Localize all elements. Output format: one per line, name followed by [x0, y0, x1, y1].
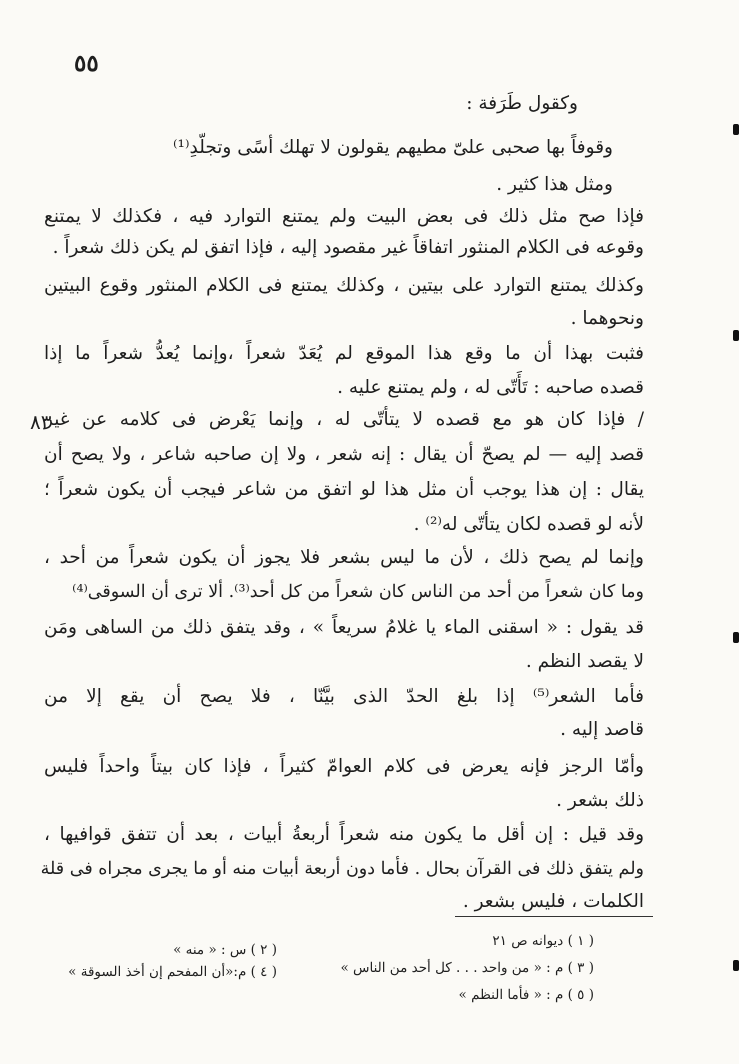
text-line: وقوعه فى الكلام المنثور اتفاقاً غير مقصود إليه ، فإذا اتفق لم يكن ذلك شعراً .	[52, 237, 644, 258]
text-line: يقال : إن هذا يوجب أن مثل هذا لو اتفق من شاعر فيجب أن يكون شعراً ؛	[44, 479, 644, 500]
margin-page-reference: ٨٣	[30, 410, 52, 434]
text-line: فإذا صح مثل ذلك فى بعض البيت ولم يمتنع التوارد فيه ، فكذلك لا يمتنع	[44, 206, 644, 227]
text-line: الكلمات ، فليس بشعر .	[462, 891, 644, 912]
text-line: قصده صاحبه : تَأَتّى له ، ولم يمتنع عليه .	[337, 377, 644, 398]
text-line: ذلك بشعر .	[556, 790, 644, 811]
text-line: وكذلك يمتنع التوارد على بيتين ، وكذلك يمتنع فى الكلام المنثور وقوع البيتين	[44, 275, 644, 296]
scan-edge-mark	[733, 960, 739, 971]
footnote: ( ٣ ) م : « من واحد . . . كل أحد من الناس »	[340, 960, 594, 976]
scan-edge-mark	[733, 124, 739, 135]
text-line: قاصد إليه .	[560, 719, 644, 740]
text-line: لأنه لو قصده لكان يتأتّى له⁽²⁾ .	[413, 514, 644, 535]
text-line: لا يقصد النظم .	[525, 651, 644, 672]
text-line: وما كان شعراً من أحد من الناس كان شعراً من كل أحد⁽³⁾. ألا ترى أن السوقى⁽⁴⁾	[72, 582, 644, 602]
text-line: وكقول طَرَفة :	[466, 93, 578, 114]
scan-edge-mark	[733, 330, 739, 341]
text-line: وقد قيل : إن أقل ما يكون منه شعراً أربعةُ أبيات ، بعد أن تتفق قوافيها ،	[44, 824, 644, 845]
text-line: وأمّا الرجز فإنه يعرض فى كلام العوامّ كثيراً ، فإذا كان بيتاً واحداً فليس	[44, 756, 644, 777]
text-line: قصد إليه — لم يصحّ أن يقال : إنه شعر ، ولا إن صاحبه شاعر ، ولا يصح أن	[44, 444, 644, 465]
footnote: ( ٤ ) م:«أن المفحم إن أخذ السوقة »	[68, 964, 277, 980]
footnote: ( ٥ ) م : « فأما النظم »	[458, 987, 594, 1003]
text-line: ومثل هذا كثير .	[496, 174, 613, 195]
verse-line: وقوفاً بها صحبى علىّ مطيهم يقولون لا تهلك أسًى وتجلّدِ⁽¹⁾	[172, 137, 613, 158]
footnote: ( ٢ ) س : « منه »	[173, 942, 277, 958]
text-line: ونحوهما .	[570, 308, 644, 329]
text-line: فثبت بهذا أن ما وقع هذا الموقع لم يُعَدّ شعراً ،وإنما يُعدُّ شعراً ما إذا	[44, 343, 644, 364]
footnote: ( ١ ) ديوانه ص ٢١	[492, 933, 594, 949]
text-line: ولم يتفق ذلك فى القرآن بحال . فأما دون أربعة أبيات منه أو ما يجرى مجراه فى قلة	[40, 859, 644, 879]
text-line: فأما الشعر⁽⁵⁾ إذا بلغ الحدّ الذى بيَّنّا ، فلا يصح أن يقع إلا من	[44, 686, 644, 707]
text-line: / فإذا كان هو مع قصده لا يتأتّى له ، وإنما يَعْرض فى كلامه عن غير	[44, 409, 644, 430]
scan-edge-mark	[733, 632, 739, 643]
text-line: وإنما لم يصح ذلك ، لأن ما ليس بشعر فلا يجوز أن يكون شعراً من أحد ،	[44, 547, 644, 568]
page-number: ٥٥	[74, 50, 99, 77]
text-line: قد يقول : « اسقنى الماء يا غلامُ سريعاً » ، وقد يتفق ذلك من الساهى ومَن	[44, 617, 644, 638]
footnote-divider	[455, 916, 653, 917]
